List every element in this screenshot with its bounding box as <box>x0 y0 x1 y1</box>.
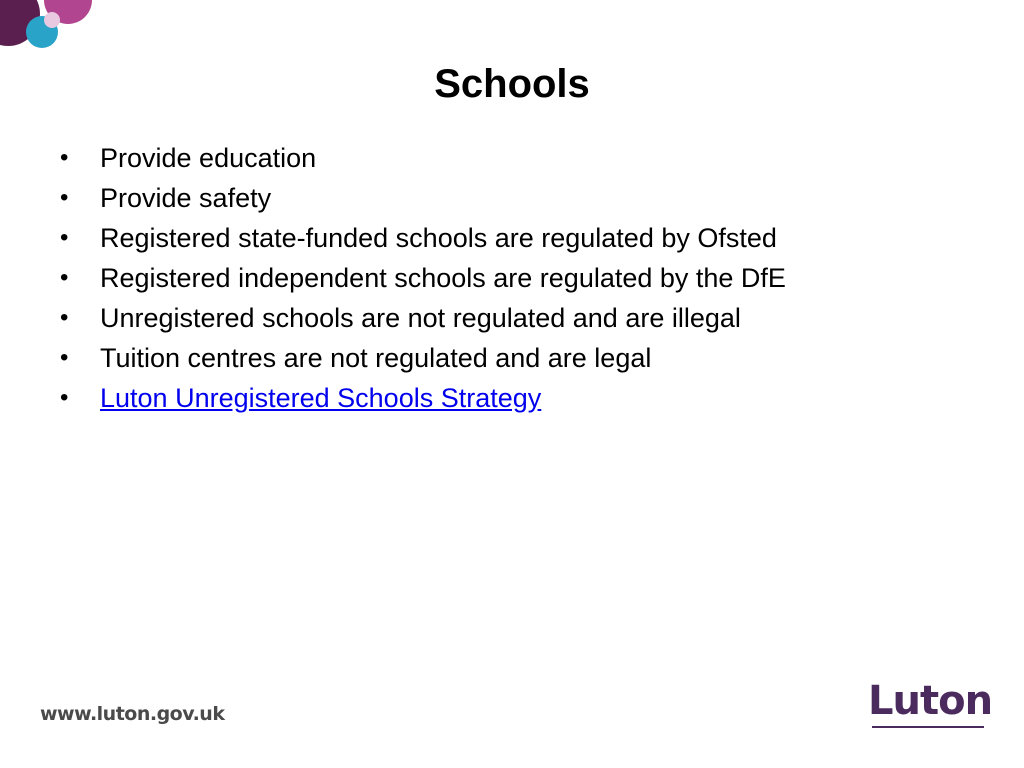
bullet-text: Unregistered schools are not regulated and are illegal <box>100 303 741 333</box>
logo-wordmark: Luton <box>868 678 993 724</box>
list-item <box>56 300 786 340</box>
corner-bubbles-decoration <box>0 0 110 60</box>
bullet-text: Registered state-funded schools are regulated by Ofsted <box>100 223 777 253</box>
bullet-icon: • <box>60 304 69 331</box>
footer-website-url: www.luton.gov.uk <box>40 703 225 725</box>
bullet-icon: • <box>60 144 69 171</box>
bubble-light <box>44 12 60 28</box>
bullet-icon: • <box>60 264 69 291</box>
list-item <box>56 180 786 220</box>
list-item <box>56 380 786 420</box>
bullet-text: Provide safety <box>100 183 272 213</box>
bullet-text: Tuition centres are not regulated and are legal <box>100 343 652 373</box>
list-item <box>56 260 786 300</box>
list-item <box>56 140 786 180</box>
bullet-list <box>56 140 786 420</box>
bullet-icon: • <box>60 184 69 211</box>
bullet-text: Registered independent schools are regulated by the DfE <box>100 263 786 293</box>
luton-logo <box>868 678 993 732</box>
strategy-link[interactable]: Luton Unregistered Schools Strategy <box>100 383 542 413</box>
slide-title: Schools <box>434 62 590 106</box>
list-item <box>56 340 786 380</box>
bullet-icon: • <box>60 224 69 251</box>
bullet-icon: • <box>60 384 69 411</box>
bullet-icon: • <box>60 344 69 371</box>
logo-underline <box>872 726 984 728</box>
list-item <box>56 220 786 260</box>
bullet-text: Provide education <box>100 143 317 173</box>
